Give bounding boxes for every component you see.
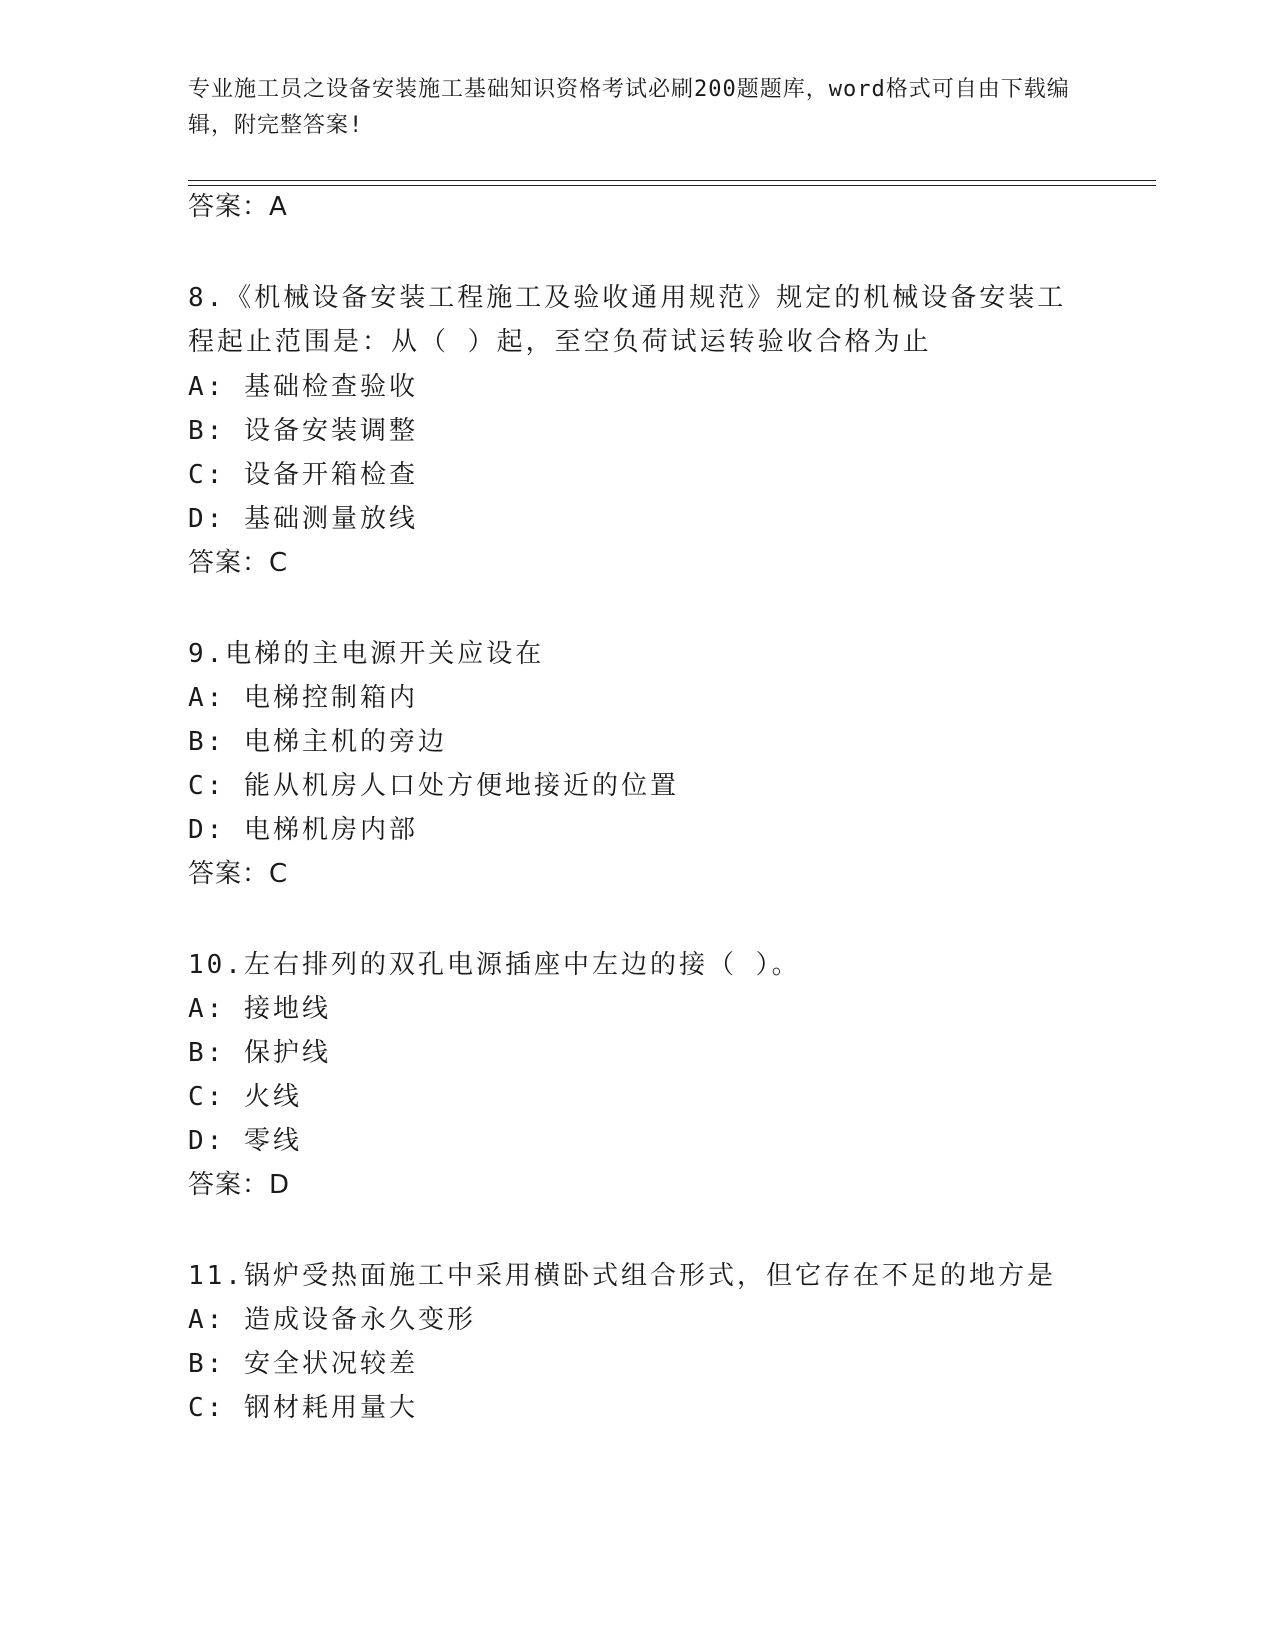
- option-d: D: 零线: [188, 1126, 302, 1156]
- option-b: B: 设备安装调整: [188, 416, 418, 446]
- question-stem-line: 9.电梯的主电源开关应设在: [188, 639, 545, 669]
- answer: 答案：D: [188, 1170, 291, 1200]
- question-stem-line: 11.锅炉受热面施工中采用横卧式组合形式，但它存在不足的地方是: [188, 1261, 1056, 1291]
- option-d: D: 基础测量放线: [188, 504, 418, 534]
- option-a: A: 造成设备永久变形: [188, 1305, 476, 1335]
- option-c: C: 火线: [188, 1082, 302, 1112]
- option-a: A: 电梯控制箱内: [188, 683, 418, 713]
- option-b: B: 安全状况较差: [188, 1349, 418, 1379]
- header-divider-top: [188, 180, 1156, 181]
- option-c: C: 钢材耗用量大: [188, 1393, 418, 1423]
- question-stem-line: 10.左右排列的双孔电源插座中左边的接（ ）。: [188, 950, 801, 980]
- option-a: A: 接地线: [188, 994, 331, 1024]
- option-a: A: 基础检查验收: [188, 372, 418, 402]
- answer: 答案：C: [188, 548, 289, 578]
- question-stem-line: 8.《机械设备安装工程施工及验收通用规范》规定的机械设备安装工: [188, 283, 1067, 313]
- answer: 答案：C: [188, 859, 289, 889]
- document-header: 专业施工员之设备安装施工基础知识资格考试必刷200题题库，word格式可自由下载编辑，附完整答案!: [188, 77, 1070, 138]
- option-b: B: 电梯主机的旁边: [188, 727, 447, 757]
- option-b: B: 保护线: [188, 1038, 331, 1068]
- question-stem-line: 程起止范围是：从（ ）起，至空负荷试运转验收合格为止: [188, 327, 932, 357]
- previous-answer: 答案：A: [188, 192, 288, 222]
- header-divider-bottom: [188, 185, 1156, 186]
- option-d: D: 电梯机房内部: [188, 815, 418, 845]
- option-c: C: 设备开箱检查: [188, 460, 418, 490]
- option-c: C: 能从机房人口处方便地接近的位置: [188, 771, 679, 801]
